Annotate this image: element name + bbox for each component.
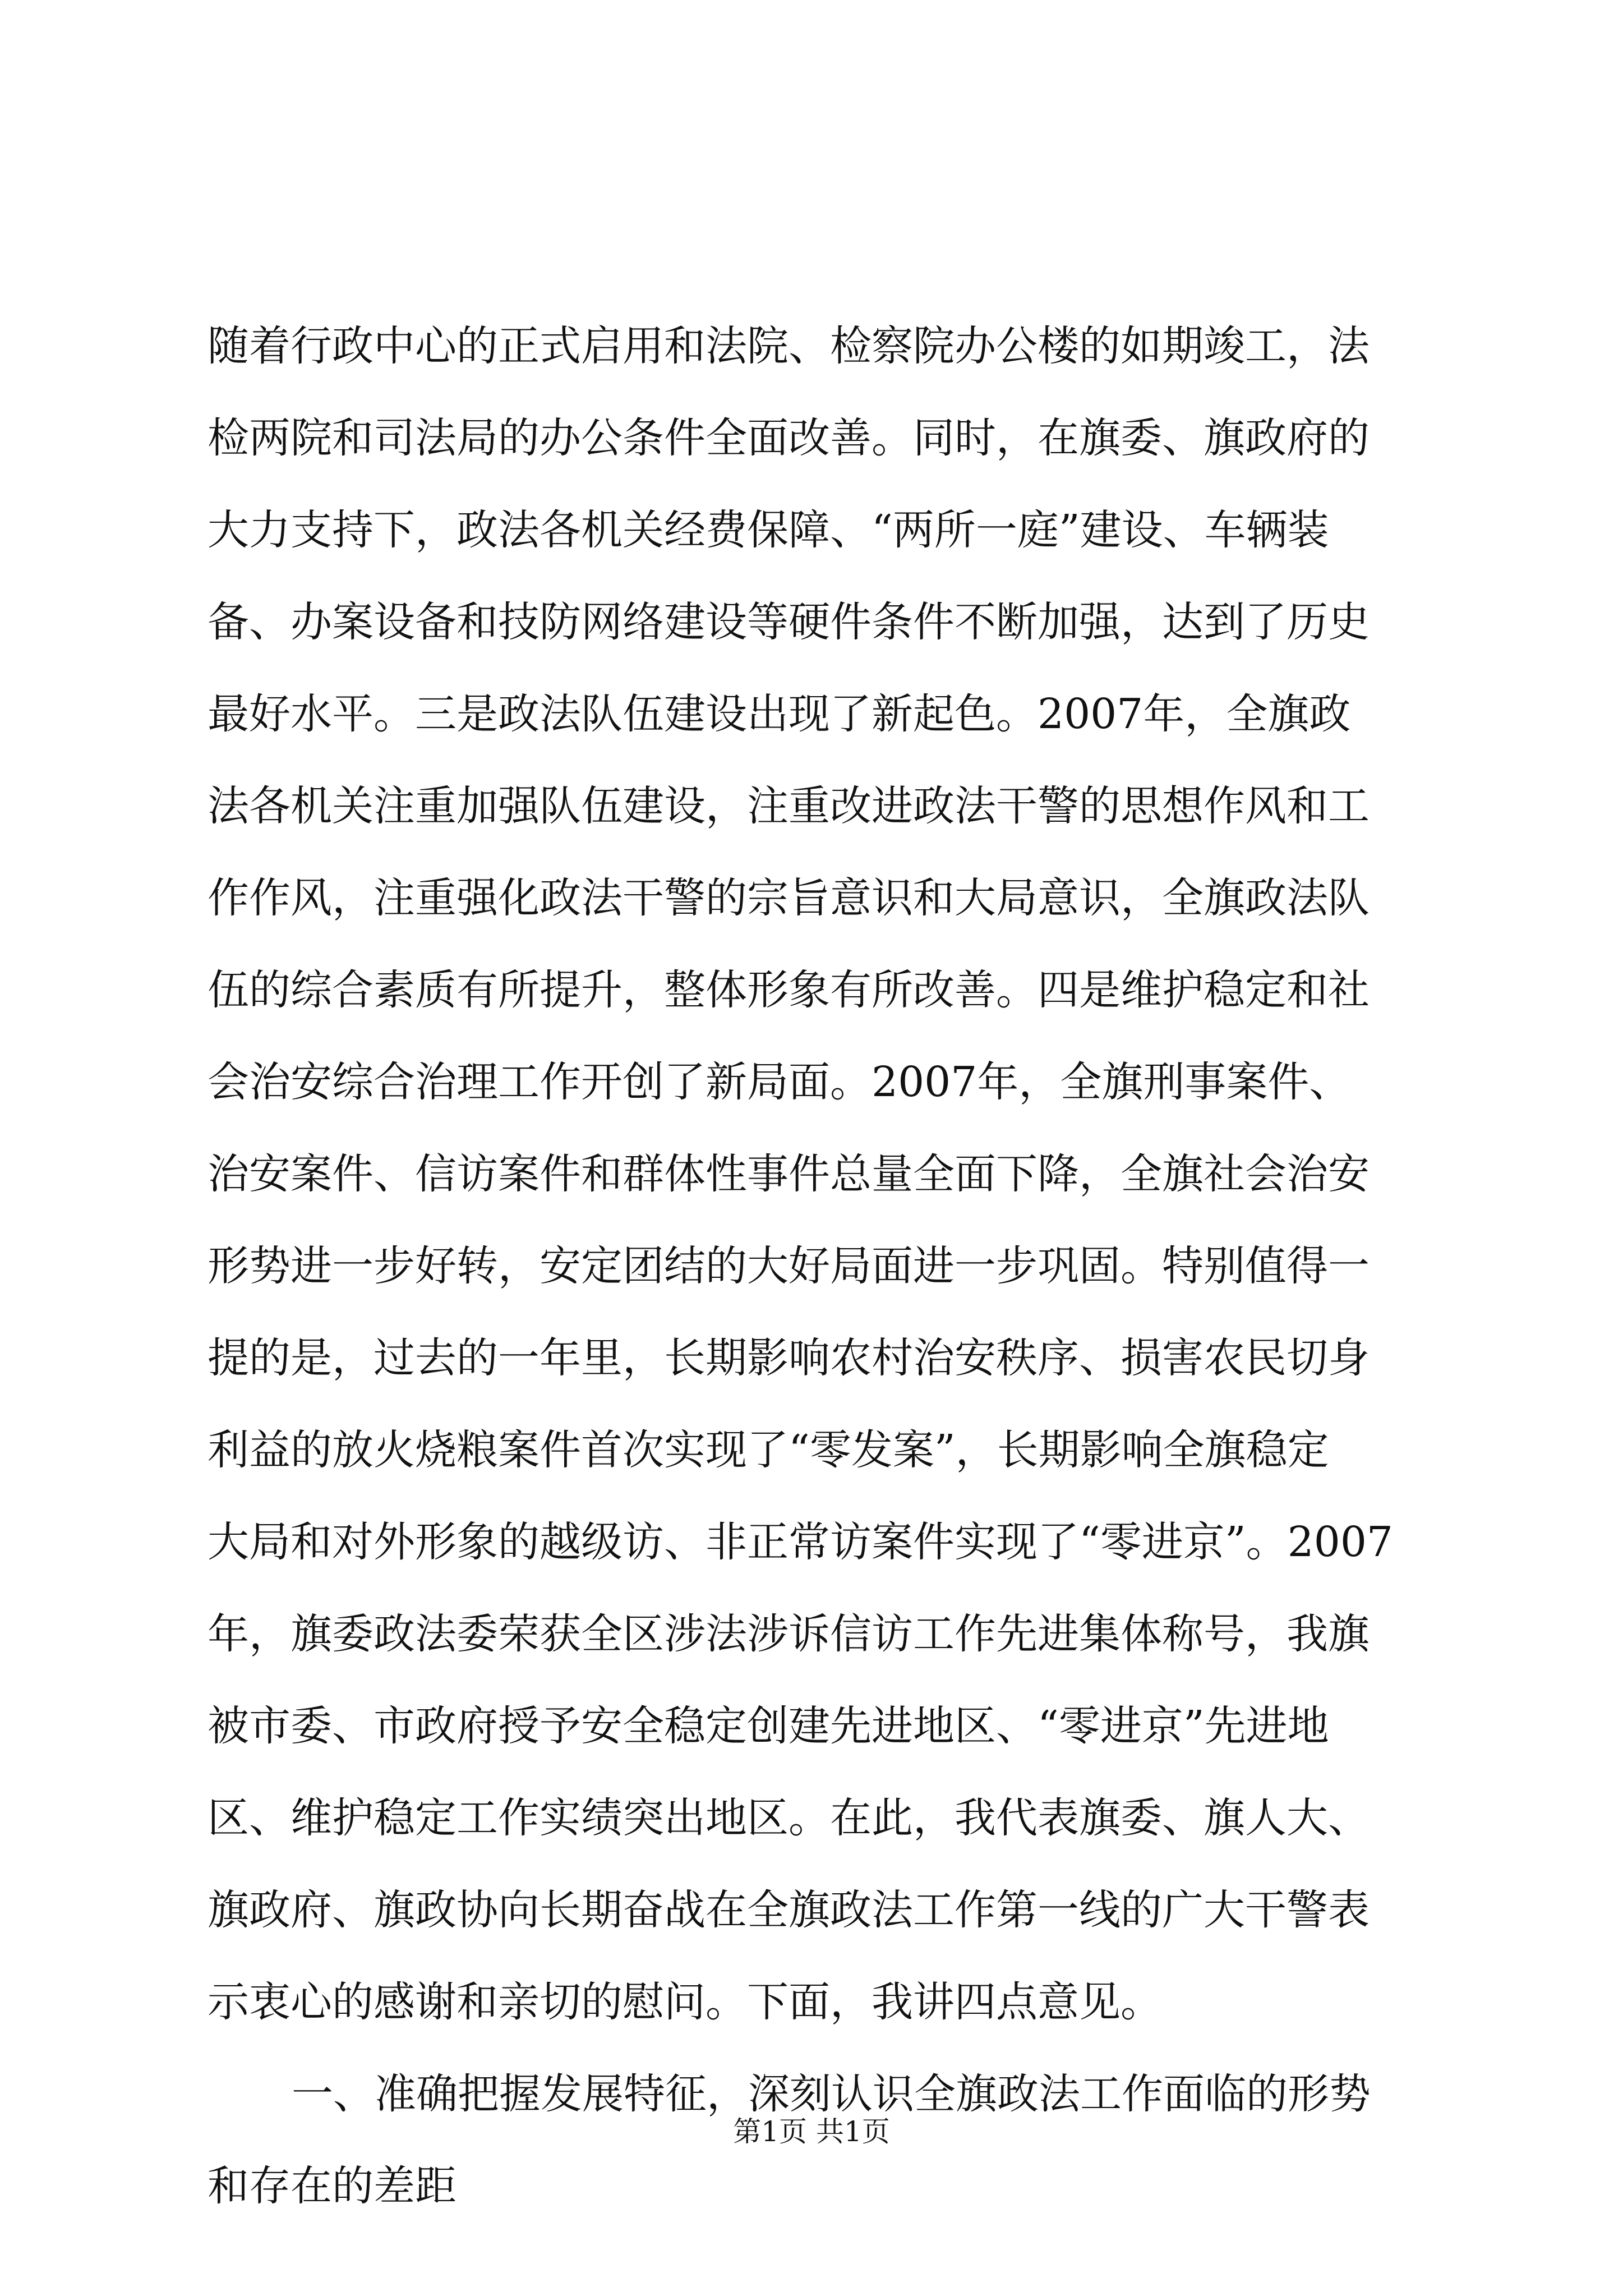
document-body [208, 300, 1419, 2232]
section-heading: 一、准确把握发展特征，深刻认识全旗政法工作面临的形势 [292, 2070, 1371, 2118]
section-heading-continuation: 和存在的差距 [208, 2162, 457, 2210]
text-line: 被市委、市政府授予安全稳定创建先进地区、“零进京”先进地 [208, 1702, 1329, 1750]
text-line: 最好水平。三是政法队伍建设出现了新起色。2007年，全旗政 [208, 690, 1351, 738]
text-line: 随着行政中心的正式启用和法院、检察院办公楼的如期竣工，法 [208, 322, 1370, 370]
text-line: 大局和对外形象的越级访、非正常访案件实现了“零进京”。2007 [208, 1518, 1393, 1566]
text-line: 伍的综合素质有所提升，整体形象有所改善。四是维护稳定和社 [208, 966, 1370, 1014]
text-line: 法各机关注重加强队伍建设，注重改进政法干警的思想作风和工 [208, 782, 1370, 830]
text-line: 年，旗委政法委荣获全区涉法涉诉信访工作先进集体称号，我旗 [208, 1610, 1370, 1658]
text-line: 备、办案设备和技防网络建设等硬件条件不断加强，达到了历史 [208, 598, 1370, 646]
page-footer [0, 2112, 1623, 2151]
text-line: 示衷心的感谢和亲切的慰问。下面，我讲四点意见。 [208, 1978, 1162, 2026]
text-line: 检两院和司法局的办公条件全面改善。同时，在旗委、旗政府的 [208, 414, 1370, 462]
text-line: 提的是，过去的一年里，长期影响农村治安秩序、损害农民切身 [208, 1334, 1370, 1382]
text-line: 作作风，注重强化政法干警的宗旨意识和大局意识，全旗政法队 [208, 874, 1370, 922]
text-line: 会治安综合治理工作开创了新局面。2007年，全旗刑事案件、 [208, 1058, 1351, 1106]
text-line: 利益的放火烧粮案件首次实现了“零发案”，长期影响全旗稳定 [208, 1426, 1329, 1474]
text-line: 治安案件、信访案件和群体性事件总量全面下降，全旗社会治安 [208, 1150, 1370, 1198]
page-number: 第1页 共1页 [733, 2115, 890, 2148]
text-line: 大力支持下，政法各机关经费保障、“两所一庭”建设、车辆装 [208, 506, 1329, 554]
text-line: 形势进一步好转，安定团结的大好局面进一步巩固。特别值得一 [208, 1242, 1370, 1290]
text-line: 旗政府、旗政协向长期奋战在全旗政法工作第一线的广大干警表 [208, 1886, 1370, 1934]
text-line: 区、维护稳定工作实绩突出地区。在此，我代表旗委、旗人大、 [208, 1794, 1370, 1842]
